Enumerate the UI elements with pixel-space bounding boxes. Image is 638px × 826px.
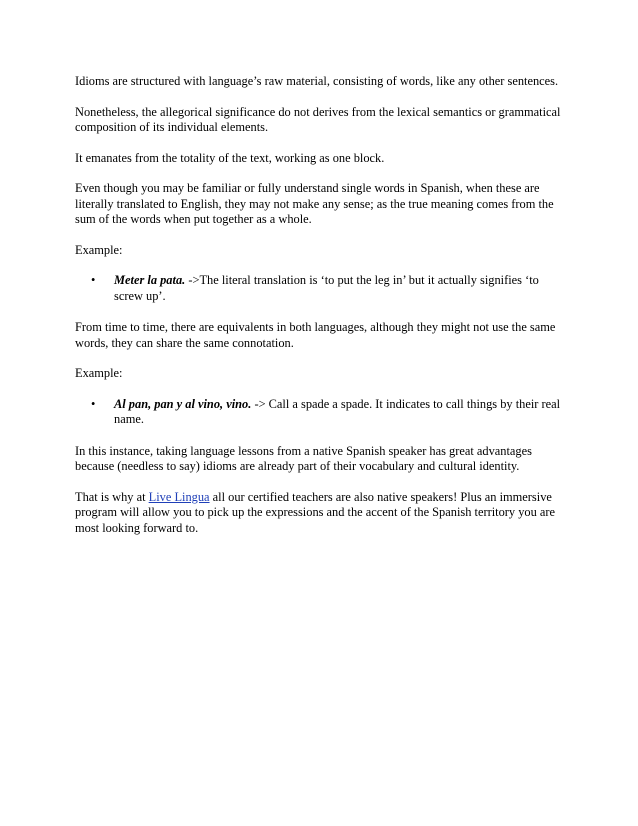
bullet-item-meter-la-pata bbox=[75, 273, 565, 304]
document-body bbox=[75, 74, 565, 551]
bullet-item-al-pan-pan bbox=[75, 397, 565, 428]
paragraph-text-start: That is why at bbox=[75, 489, 149, 504]
paragraph-familiar-words: Even though you may be familiar or fully understand single words in Spanish, when these are literally translated to English, they may not make any sense; as the true meaning comes from the sum of the words when put together as a whole. bbox=[75, 181, 554, 226]
live-lingua-link[interactable]: Live Lingua bbox=[148, 489, 210, 504]
paragraph-emanates: It emanates from the totality of the text, working as one block. bbox=[75, 150, 385, 165]
idiom-term: Meter la pata. bbox=[114, 273, 186, 287]
paragraph-idioms-structure: Idioms are structured with language’s raw material, consisting of words, like any other sentences. bbox=[75, 74, 559, 88]
paragraph-text-end: all our certified teachers are also native speakers! Plus an immersive program will allow you to pick up the expressions and the accent of the Spanish territory you are most looking forward to. bbox=[75, 489, 556, 535]
example-label-1: Example: bbox=[75, 242, 123, 257]
example-label-2: Example: bbox=[75, 366, 123, 380]
idiom-explanation: -> Call a spade a spade. It indicates to call things by their real name. bbox=[114, 396, 561, 426]
bullet-icon: • bbox=[91, 273, 96, 287]
paragraph-live-lingua bbox=[75, 490, 565, 537]
paragraph-equivalents: From time to time, there are equivalents in both languages, although they might not use the same words, they can share the same connotation. bbox=[75, 320, 556, 350]
idiom-explanation: ->The literal translation is ‘to put the leg in’ but it actually signifies ‘to screw up’. bbox=[114, 273, 539, 303]
idiom-term: Al pan, pan y al vino, vino. bbox=[114, 396, 252, 411]
paragraph-native-speaker: In this instance, taking language lessons from a native Spanish speaker has great advantages because (needless to say) idioms are already part of their vocabulary and cultural identity. bbox=[75, 443, 532, 473]
bullet-icon: • bbox=[91, 396, 96, 411]
paragraph-allegorical-significance: Nonetheless, the allegorical significance do not derives from the lexical semantics or grammatical composition of its individual elements. bbox=[75, 104, 561, 134]
